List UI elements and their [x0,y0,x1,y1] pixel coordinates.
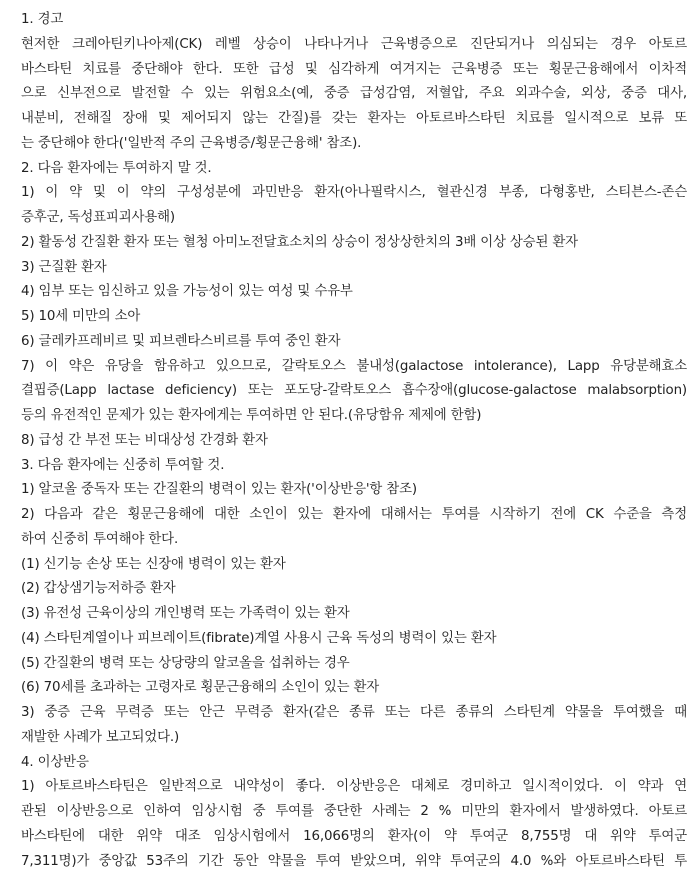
paragraph-line: 바스타틴 치료를 중단해야 한다. 또한 급성 및 심각하게 여겨지는 근육병증 또는 횡문근융해에서 이차적 [21,61,687,77]
list-item: (4) 스타틴계열이나 피브레이트(fibrate)계열 사용시 근육 독성의 병력이 있는 환자 [21,630,497,646]
heading-warning: 1. 경고 [21,12,64,27]
paragraph-line: 으로 신부전으로 발전할 수 있는 위험요소(예, 중증 급성감염, 저혈압, 주요 외과수술, 외상, 중증 대사, [21,86,687,102]
list-item: 재발한 사례가 보고되었다.) [21,729,180,745]
list-item: 8) 급성 간 부전 또는 비대상성 간경화 환자 [21,432,268,448]
list-item: (3) 유전성 근육이상의 개인병력 또는 가족력이 있는 환자 [21,606,350,621]
list-item: 2) 다음과 같은 횡문근융해에 대한 소인이 있는 환자에 대해서는 투여를 시작하기 전에 CK 수준을 측정 [21,507,687,522]
heading-adverse-reactions: 4. 이상반응 [21,754,89,770]
list-item: 1) 이 약 및 이 약의 구성성분에 과민반응 환자(아나필락시스, 혈관신경 부종, 다형홍반, 스티븐스-존슨 [21,185,687,201]
paragraph-line: 는 중단해야 한다('일반적 주의 근육병증/횡문근융해' 참조). [21,135,362,151]
list-item: (2) 갑상샘기능저하증 환자 [21,581,176,597]
paragraph-line: 관된 이상반응으로 인하여 임상시험 중 투여를 중단한 사례는 2 % 미만의 환자에서 발생하였다. 아토르 [21,804,687,819]
list-item: 등의 유전적인 문제가 있는 환자에게는 투여하면 안 된다.(유당함유 제제에 한함) [21,408,482,423]
list-item: (1) 신기능 손상 또는 신장애 병력이 있는 환자 [21,556,286,572]
list-item: 결핍증(Lapp lactase deficiency) 또는 포도당-갈락토오스 흡수장애(glucose-galactose malabsorption) [21,383,687,399]
document-body [0,8,691,874]
list-item: 3) 중증 근육 무력증 또는 안근 무력증 환자(같은 종류 또는 다른 종류의 스타틴계 약물을 투여했을 때 [21,705,687,720]
list-item: 1) 알코올 중독자 또는 간질환의 병력이 있는 환자('이상반응'항 참조) [21,482,417,498]
heading-contraindications: 2. 다음 환자에는 투여하지 말 것. [21,160,212,176]
list-item: 3) 근질환 환자 [21,259,107,275]
list-item: (6) 70세를 초과하는 고령자로 횡문근융해의 소인이 있는 환자 [21,680,380,696]
paragraph-line: 현저한 크레아틴키나아제(CK) 레벨 상승이 나타나거나 근육병증으로 진단되거나 의심되는 경우 아토르 [21,36,687,52]
paragraph-line: 7,311명)가 중앙값 53주의 기간 동안 약물을 투여 받았으며, 위약 투여군의 4.0 %와 아토르바스타틴 투 [21,853,687,869]
list-item: 7) 이 약은 유당을 함유하고 있으므로, 갈락토오스 불내성(galactose intolerance), Lapp 유당분해효소 [21,358,687,374]
list-item: 4) 임부 또는 임신하고 있을 가능성이 있는 여성 및 수유부 [21,284,353,300]
heading-caution: 3. 다음 환자에는 신중히 투여할 것. [21,457,225,473]
paragraph-line: 바스타틴에 대한 위약 대조 임상시험에서 16,066명의 환자(이 약 투여군 8,755명 대 위약 투여군 [21,828,687,844]
list-item: 증후군, 독성표피괴사용해) [21,210,175,225]
paragraph-line: 내분비, 전해질 장애 및 제어되지 않는 간질)를 갖는 환자는 아토르바스타틴 치료를 일시적으로 보류 또 [21,111,687,126]
paragraph-line: 1) 아토르바스타틴은 일반적으로 내약성이 좋다. 이상반응은 대체로 경미하고 일시적이었다. 이 약과 연 [21,779,687,795]
list-item: 5) 10세 미만의 소아 [21,309,141,324]
list-item: 하여 신중히 투여해야 한다. [21,531,179,547]
list-item: (5) 간질환의 병력 또는 상당량의 알코올을 섭취하는 경우 [21,655,350,671]
list-item: 2) 활동성 간질환 환자 또는 혈청 아미노전달효소치의 상승이 정상상한치의 3배 이상 상승된 환자 [21,234,578,250]
list-item: 6) 글레카프레비르 및 피브렌타스비르를 투여 중인 환자 [21,333,341,349]
